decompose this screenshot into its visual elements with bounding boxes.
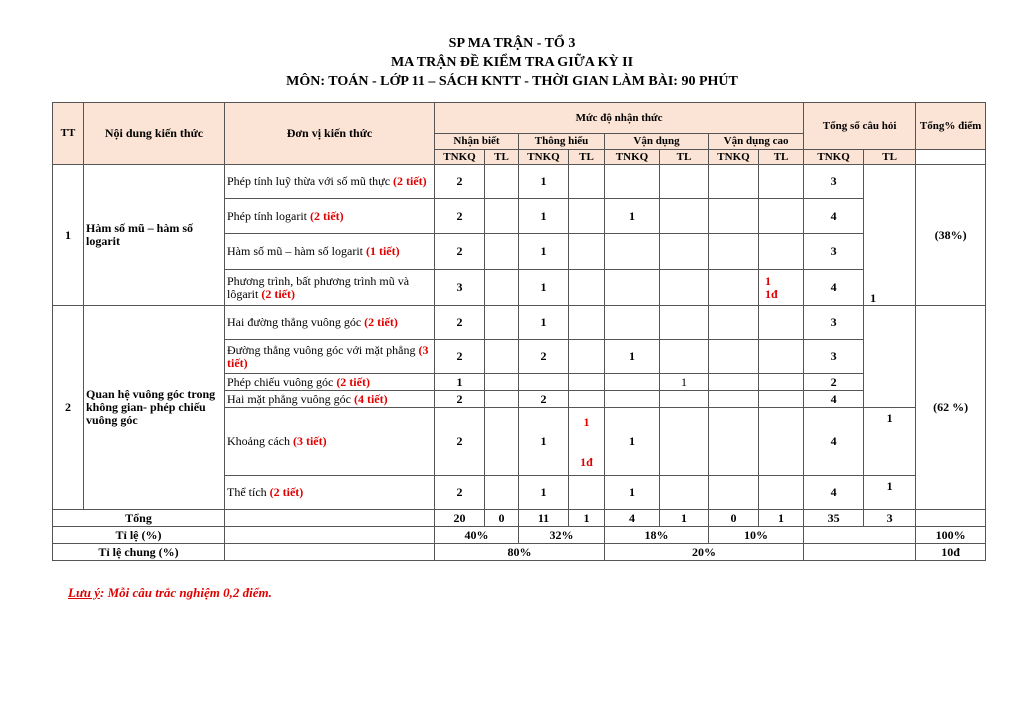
ratio-all-label: Tỉ lệ chung (%) (53, 544, 225, 561)
ratio-row (53, 527, 986, 544)
th-tl (569, 476, 605, 510)
vdc-tl (759, 165, 804, 199)
vdc-tl (759, 408, 804, 476)
vdc-tnkq (709, 391, 759, 408)
header-tl: TL (759, 150, 804, 165)
total-tnkq: 3 (804, 234, 864, 270)
vdc-tnkq (709, 165, 759, 199)
unit-cell: Thể tích (2 tiết) (225, 476, 435, 510)
unit-cell: Phép chiếu vuông góc (2 tiết) (225, 374, 435, 391)
th-tnkq (519, 374, 569, 391)
th-tnkq: 1 (519, 408, 569, 476)
total-value: 0 (709, 510, 759, 527)
nb-tl (485, 374, 519, 391)
total-tnkq: 3 (804, 165, 864, 199)
th-tnkq: 1 (519, 306, 569, 340)
nb-tl (485, 234, 519, 270)
unit-cell: Khoảng cách (3 tiết) (225, 408, 435, 476)
th-tl (569, 234, 605, 270)
totals-empty-cell (916, 510, 986, 527)
vd-tnkq: 1 (605, 340, 660, 374)
th-tnkq: 1 (519, 199, 569, 234)
footnote-text: : Mỗi câu trắc nghiệm 0,2 điểm. (99, 585, 272, 600)
vd-tnkq: 1 (605, 408, 660, 476)
header-line-2: MA TRẬN ĐỀ KIỂM TRA GIỮA KỲ II (390, 55, 634, 70)
vd-tl (660, 391, 709, 408)
total-value: 1 (660, 510, 709, 527)
nb-tnkq: 2 (435, 306, 485, 340)
ratio-value: 40% (435, 527, 519, 544)
vd-tnkq (605, 165, 660, 199)
unit-cell: Phương trình, bất phương trình mũ và lôgarit (2 tiết) (225, 270, 435, 306)
vd-tl (660, 340, 709, 374)
vd-tnkq: 1 (605, 476, 660, 510)
vdc-tl: 1 1đ (759, 270, 804, 306)
total-value: 4 (605, 510, 660, 527)
topic-percent: (38%) (916, 165, 986, 306)
nb-tnkq: 1 (435, 374, 485, 391)
vdc-tnkq (709, 476, 759, 510)
vd-tnkq (605, 234, 660, 270)
nb-tnkq: 2 (435, 408, 485, 476)
th-tl (569, 306, 605, 340)
ratio-all-total: 10đ (916, 544, 986, 561)
nb-tl (485, 408, 519, 476)
total-tl: 1 (864, 270, 916, 306)
header-level-4: Vận dụng cao (709, 134, 804, 150)
th-tl (569, 391, 605, 408)
total-tl (864, 165, 916, 270)
ratio-total: 100% (916, 527, 986, 544)
header-tnkq: TNKQ (709, 150, 759, 165)
topic-name: Hàm số mũ – hàm số logarit (84, 165, 225, 306)
vdc-tl (759, 476, 804, 510)
total-tl: 1 (864, 408, 916, 476)
total-value: 20 (435, 510, 485, 527)
total-tnkq: 4 (804, 476, 864, 510)
vd-tl (660, 165, 709, 199)
topic-name: Quan hệ vuông góc trong không gian- phép chiếu vuông góc (84, 306, 225, 510)
header-tnkq: TNKQ (605, 150, 660, 165)
nb-tl (485, 199, 519, 234)
total-tnkq: 4 (804, 408, 864, 476)
header-empty-cell (916, 150, 986, 165)
total-tnkq: 2 (804, 374, 864, 391)
header-level-1: Nhận biết (435, 134, 519, 150)
th-tnkq: 1 (519, 165, 569, 199)
vd-tl (660, 270, 709, 306)
unit-cell: Phép tính luỹ thừa với số mũ thực (2 tiết) (225, 165, 435, 199)
total-tnkq: 3 (804, 340, 864, 374)
vd-tnkq (605, 374, 660, 391)
totals-row (53, 510, 986, 527)
header-tnkq: TNKQ (804, 150, 864, 165)
nb-tnkq: 2 (435, 234, 485, 270)
nb-tnkq: 3 (435, 270, 485, 306)
vdc-tnkq (709, 374, 759, 391)
ratio-value: 18% (605, 527, 709, 544)
table-row (53, 165, 986, 199)
ratio-empty-cell (804, 527, 916, 544)
th-tnkq: 2 (519, 340, 569, 374)
total-value: 35 (804, 510, 864, 527)
vd-tnkq (605, 391, 660, 408)
nb-tnkq: 2 (435, 476, 485, 510)
ratio-all-row (53, 544, 986, 561)
th-tl: 1 1đ (569, 408, 605, 476)
vdc-tl (759, 374, 804, 391)
header-row-1 (53, 103, 986, 134)
total-tnkq: 4 (804, 270, 864, 306)
ratio-label: Tỉ lệ (%) (53, 527, 225, 544)
th-tl (569, 374, 605, 391)
vdc-tnkq (709, 340, 759, 374)
topic-number: 2 (53, 306, 84, 510)
total-value: 1 (759, 510, 804, 527)
ratio-all-empty-cell (804, 544, 916, 561)
totals-empty-cell (225, 510, 435, 527)
ratio-value: 10% (709, 527, 804, 544)
header-tl: TL (660, 150, 709, 165)
unit-cell: Hai đường thẳng vuông góc (2 tiết) (225, 306, 435, 340)
header-unit: Đơn vị kiến thức (225, 103, 435, 165)
nb-tl (485, 391, 519, 408)
nb-tnkq: 2 (435, 165, 485, 199)
ratio-all-empty-cell (225, 544, 435, 561)
th-tl (569, 199, 605, 234)
vd-tl (660, 199, 709, 234)
header-level: Mức độ nhận thức (435, 103, 804, 134)
vdc-tl (759, 340, 804, 374)
footnote-label: Lưu ý (68, 585, 100, 600)
total-value: 11 (519, 510, 569, 527)
ratio-empty-cell (225, 527, 435, 544)
header-tt: TT (53, 103, 84, 165)
header-tl: TL (569, 150, 605, 165)
unit-cell: Hàm số mũ – hàm số logarit (1 tiết) (225, 234, 435, 270)
total-tnkq: 3 (804, 306, 864, 340)
topic-percent: (62 %) (916, 306, 986, 510)
unit-cell: Đường thẳng vuông góc với mặt phẳng (3 tiết) (225, 340, 435, 374)
th-tnkq: 2 (519, 391, 569, 408)
th-tl (569, 340, 605, 374)
nb-tnkq: 2 (435, 340, 485, 374)
header-total-questions: Tổng số câu hỏi (804, 103, 916, 150)
header-line-3: MÔN: TOÁN - LỚP 11 – SÁCH KNTT - THỜI GIAN LÀM BÀI: 90 PHÚT (286, 74, 738, 89)
vdc-tnkq (709, 199, 759, 234)
vd-tl (660, 476, 709, 510)
th-tl (569, 165, 605, 199)
vd-tl (660, 408, 709, 476)
vdc-tl (759, 306, 804, 340)
total-tnkq: 4 (804, 391, 864, 408)
vd-tl: 1 (660, 374, 709, 391)
nb-tl (485, 340, 519, 374)
total-value: 3 (864, 510, 916, 527)
nb-tl (485, 306, 519, 340)
table-row (53, 306, 986, 340)
nb-tnkq: 2 (435, 199, 485, 234)
unit-cell: Phép tính logarit (2 tiết) (225, 199, 435, 234)
ratio-all-value: 80% (435, 544, 605, 561)
total-value: 0 (485, 510, 519, 527)
header-line-1: SP MA TRẬN - TỔ 3 (448, 36, 576, 51)
vd-tnkq (605, 306, 660, 340)
nb-tl (485, 270, 519, 306)
header-tl: TL (485, 150, 519, 165)
footnote (68, 585, 272, 601)
exam-matrix-table (52, 102, 986, 561)
total-tnkq: 4 (804, 199, 864, 234)
header-tnkq: TNKQ (519, 150, 569, 165)
vdc-tl (759, 199, 804, 234)
vd-tl (660, 306, 709, 340)
header-content: Nội dung kiến thức (84, 103, 225, 165)
vdc-tl (759, 391, 804, 408)
nb-tl (485, 476, 519, 510)
vdc-tnkq (709, 306, 759, 340)
th-tnkq: 1 (519, 234, 569, 270)
vdc-tl (759, 234, 804, 270)
vd-tl (660, 234, 709, 270)
vdc-tnkq (709, 408, 759, 476)
vd-tnkq (605, 270, 660, 306)
topic-number: 1 (53, 165, 84, 306)
unit-cell: Hai mặt phẳng vuông góc (4 tiết) (225, 391, 435, 408)
header-total-percent: Tổng% điểm (916, 103, 986, 150)
total-value: 1 (569, 510, 605, 527)
totals-label: Tổng (53, 510, 225, 527)
nb-tnkq: 2 (435, 391, 485, 408)
total-tl: 1 (864, 476, 916, 510)
header-level-2: Thông hiểu (519, 134, 605, 150)
header-tnkq: TNKQ (435, 150, 485, 165)
th-tnkq: 1 (519, 476, 569, 510)
nb-tl (485, 165, 519, 199)
header-tl: TL (864, 150, 916, 165)
ratio-value: 32% (519, 527, 605, 544)
ratio-all-value: 20% (605, 544, 804, 561)
th-tnkq: 1 (519, 270, 569, 306)
vd-tnkq: 1 (605, 199, 660, 234)
vdc-tnkq (709, 234, 759, 270)
header-level-3: Vận dụng (605, 134, 709, 150)
total-tl (864, 306, 916, 408)
document-header (0, 34, 1024, 91)
vdc-tnkq (709, 270, 759, 306)
th-tl (569, 270, 605, 306)
